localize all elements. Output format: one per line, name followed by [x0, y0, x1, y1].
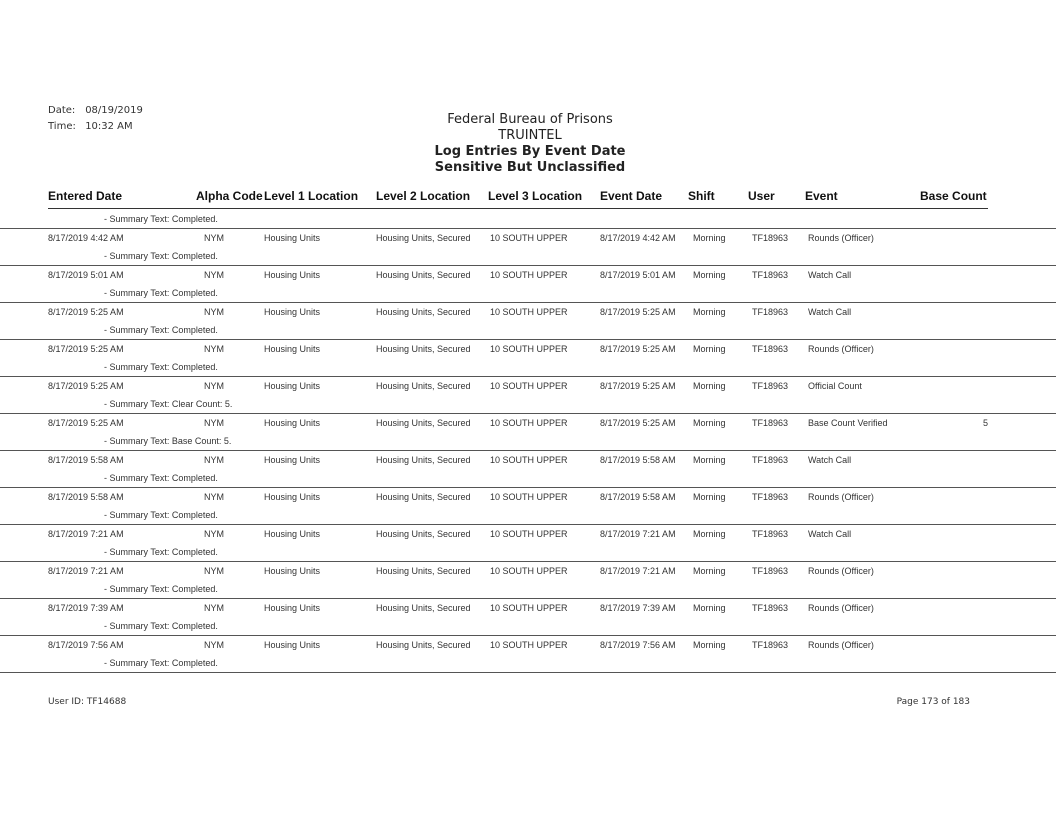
- level2-cell: Housing Units, Secured: [376, 640, 471, 650]
- user-cell: TF18963: [752, 418, 789, 428]
- level3-cell: 10 SOUTH UPPER: [490, 381, 568, 391]
- table-row: [0, 598, 1056, 619]
- alpha-code-cell: NYM: [204, 566, 224, 576]
- date-label: Date:: [48, 105, 76, 116]
- org-title: Federal Bureau of Prisons: [447, 112, 613, 127]
- event-date-cell: 8/17/2019 7:21 AM: [600, 529, 676, 539]
- summary-line: [0, 619, 1056, 635]
- summary-text: - Summary Text: Completed.: [104, 510, 218, 520]
- level2-cell: Housing Units, Secured: [376, 492, 471, 502]
- shift-cell: Morning: [693, 492, 726, 502]
- level1-cell: Housing Units: [264, 418, 321, 428]
- entered-date-cell: 8/17/2019 5:25 AM: [48, 307, 124, 317]
- level3-cell: 10 SOUTH UPPER: [490, 492, 568, 502]
- col-event: Event: [805, 189, 838, 203]
- event-cell: Rounds (Officer): [808, 640, 874, 650]
- level1-cell: Housing Units: [264, 307, 321, 317]
- entered-date-cell: 8/17/2019 5:25 AM: [48, 344, 124, 354]
- event-date-cell: 8/17/2019 7:39 AM: [600, 603, 676, 613]
- table-row: [0, 339, 1056, 360]
- level3-cell: 10 SOUTH UPPER: [490, 270, 568, 280]
- event-cell: Base Count Verified: [808, 418, 888, 428]
- level2-cell: Housing Units, Secured: [376, 307, 471, 317]
- table-end-divider: [0, 672, 1056, 673]
- level3-cell: 10 SOUTH UPPER: [490, 307, 568, 317]
- level3-cell: 10 SOUTH UPPER: [490, 233, 568, 243]
- table-row: [0, 302, 1056, 323]
- summary-text: - Summary Text: Completed.: [104, 473, 218, 483]
- summary-text: - Summary Text: Completed.: [104, 547, 218, 557]
- level2-cell: Housing Units, Secured: [376, 455, 471, 465]
- table-row: [0, 524, 1056, 545]
- entered-date-cell: 8/17/2019 5:25 AM: [48, 381, 124, 391]
- event-cell: Rounds (Officer): [808, 603, 874, 613]
- summary-text: - Summary Text: Completed.: [104, 288, 218, 298]
- alpha-code-cell: NYM: [204, 455, 224, 465]
- alpha-code-cell: NYM: [204, 270, 224, 280]
- classification-title: Sensitive But Unclassified: [434, 160, 626, 175]
- user-id-value: TF14688: [86, 697, 127, 707]
- alpha-code-cell: NYM: [204, 492, 224, 502]
- event-date-cell: 8/17/2019 5:25 AM: [600, 418, 676, 428]
- base-count-cell: 5: [982, 418, 988, 428]
- user-cell: TF18963: [752, 307, 789, 317]
- level1-cell: Housing Units: [264, 381, 321, 391]
- report-time: [48, 121, 133, 132]
- level3-cell: 10 SOUTH UPPER: [490, 344, 568, 354]
- col-user: User: [748, 189, 775, 203]
- shift-cell: Morning: [693, 307, 726, 317]
- event-date-cell: 8/17/2019 5:25 AM: [600, 344, 676, 354]
- level2-cell: Housing Units, Secured: [376, 418, 471, 428]
- col-level1: Level 1 Location: [264, 189, 359, 203]
- col-shift: Shift: [688, 189, 715, 203]
- entered-date-cell: 8/17/2019 5:01 AM: [48, 270, 124, 280]
- event-cell: Watch Call: [808, 270, 852, 280]
- alpha-code-cell: NYM: [204, 640, 224, 650]
- shift-cell: Morning: [693, 270, 726, 280]
- entered-date-cell: 8/17/2019 7:39 AM: [48, 603, 124, 613]
- shift-cell: Morning: [693, 529, 726, 539]
- level1-cell: Housing Units: [264, 270, 321, 280]
- alpha-code-cell: NYM: [204, 307, 224, 317]
- shift-cell: Morning: [693, 344, 726, 354]
- summary-line: [0, 471, 1056, 487]
- entered-date-cell: 8/17/2019 5:25 AM: [48, 418, 124, 428]
- level3-cell: 10 SOUTH UPPER: [490, 603, 568, 613]
- header-divider: [48, 208, 988, 209]
- level2-cell: Housing Units, Secured: [376, 233, 471, 243]
- level1-cell: Housing Units: [264, 233, 321, 243]
- level1-cell: Housing Units: [264, 455, 321, 465]
- entered-date-cell: 8/17/2019 7:21 AM: [48, 566, 124, 576]
- level2-cell: Housing Units, Secured: [376, 529, 471, 539]
- shift-cell: Morning: [693, 233, 726, 243]
- summary-line: [0, 360, 1056, 376]
- entered-date-cell: 8/17/2019 4:42 AM: [48, 233, 124, 243]
- level1-cell: Housing Units: [264, 344, 321, 354]
- report-date: [48, 105, 143, 116]
- shift-cell: Morning: [693, 455, 726, 465]
- user-cell: TF18963: [752, 381, 789, 391]
- alpha-code-cell: NYM: [204, 418, 224, 428]
- alpha-code-cell: NYM: [204, 381, 224, 391]
- page-number: Page 173 of 183: [896, 697, 970, 707]
- summary-line: [0, 656, 1056, 672]
- summary-text: - Summary Text: Completed.: [104, 584, 218, 594]
- event-cell: Watch Call: [808, 455, 852, 465]
- level1-cell: Housing Units: [264, 603, 321, 613]
- event-date-cell: 8/17/2019 4:42 AM: [600, 233, 676, 243]
- summary-line: [0, 434, 1056, 450]
- table-row: [0, 450, 1056, 471]
- table-row: [0, 228, 1056, 249]
- shift-cell: Morning: [693, 381, 726, 391]
- level2-cell: Housing Units, Secured: [376, 344, 471, 354]
- table-row: [0, 561, 1056, 582]
- user-cell: TF18963: [752, 529, 789, 539]
- summary-text: - Summary Text: Completed.: [104, 658, 218, 668]
- level3-cell: 10 SOUTH UPPER: [490, 566, 568, 576]
- user-cell: TF18963: [752, 344, 789, 354]
- report-title-block: [370, 112, 690, 176]
- col-base-count: Base Count: [920, 189, 987, 203]
- level2-cell: Housing Units, Secured: [376, 270, 471, 280]
- event-cell: Rounds (Officer): [808, 566, 874, 576]
- shift-cell: Morning: [693, 566, 726, 576]
- summary-line: [0, 582, 1056, 598]
- table-row: [0, 376, 1056, 397]
- summary-text: - Summary Text: Completed.: [104, 251, 218, 261]
- col-level3: Level 3 Location: [488, 189, 583, 203]
- summary-line: [0, 249, 1056, 265]
- user-cell: TF18963: [752, 492, 789, 502]
- level2-cell: Housing Units, Secured: [376, 566, 471, 576]
- event-date-cell: 8/17/2019 5:58 AM: [600, 492, 676, 502]
- shift-cell: Morning: [693, 603, 726, 613]
- level1-cell: Housing Units: [264, 640, 321, 650]
- event-date-cell: 8/17/2019 5:01 AM: [600, 270, 676, 280]
- event-date-cell: 8/17/2019 5:25 AM: [600, 381, 676, 391]
- alpha-code-cell: NYM: [204, 344, 224, 354]
- summary-text: - Summary Text: Completed.: [104, 621, 218, 631]
- entered-date-cell: 8/17/2019 7:56 AM: [48, 640, 124, 650]
- level2-cell: Housing Units, Secured: [376, 381, 471, 391]
- user-cell: TF18963: [752, 233, 789, 243]
- event-cell: Watch Call: [808, 529, 852, 539]
- summary-text: - Summary Text: Clear Count: 5.: [104, 399, 233, 409]
- event-cell: Watch Call: [808, 307, 852, 317]
- user-cell: TF18963: [752, 270, 789, 280]
- level1-cell: Housing Units: [264, 492, 321, 502]
- table-row: [0, 635, 1056, 656]
- col-event-date: Event Date: [600, 189, 663, 203]
- event-cell: Rounds (Officer): [808, 492, 874, 502]
- system-title: TRUINTEL: [498, 128, 562, 143]
- col-alpha-code: Alpha Code: [196, 189, 263, 203]
- summary-text: - Summary Text: Completed.: [104, 214, 218, 224]
- summary-text: - Summary Text: Completed.: [104, 325, 218, 335]
- alpha-code-cell: NYM: [204, 233, 224, 243]
- event-date-cell: 8/17/2019 7:56 AM: [600, 640, 676, 650]
- summary-line: [0, 212, 1056, 228]
- level1-cell: Housing Units: [264, 529, 321, 539]
- alpha-code-cell: NYM: [204, 603, 224, 613]
- log-entries: [0, 212, 1056, 673]
- table-row: [0, 413, 1056, 434]
- event-cell: Rounds (Officer): [808, 344, 874, 354]
- summary-line: [0, 323, 1056, 339]
- table-row: [0, 265, 1056, 286]
- summary-line: [0, 508, 1056, 524]
- entered-date-cell: 8/17/2019 7:21 AM: [48, 529, 124, 539]
- level3-cell: 10 SOUTH UPPER: [490, 418, 568, 428]
- report-title: Log Entries By Event Date: [434, 144, 626, 159]
- user-cell: TF18963: [752, 640, 789, 650]
- event-date-cell: 8/17/2019 5:58 AM: [600, 455, 676, 465]
- level3-cell: 10 SOUTH UPPER: [490, 640, 568, 650]
- entered-date-cell: 8/17/2019 5:58 AM: [48, 492, 124, 502]
- time-value: 10:32 AM: [85, 121, 133, 132]
- col-entered-date: Entered Date: [48, 189, 123, 203]
- col-level2: Level 2 Location: [376, 189, 471, 203]
- level3-cell: 10 SOUTH UPPER: [490, 529, 568, 539]
- table-row: [0, 487, 1056, 508]
- user-cell: TF18963: [752, 566, 789, 576]
- summary-text: - Summary Text: Completed.: [104, 362, 218, 372]
- alpha-code-cell: NYM: [204, 529, 224, 539]
- event-cell: Official Count: [808, 381, 862, 391]
- footer-user-id: [48, 697, 126, 707]
- user-id-label: User ID:: [48, 697, 84, 707]
- level2-cell: Housing Units, Secured: [376, 603, 471, 613]
- event-date-cell: 8/17/2019 5:25 AM: [600, 307, 676, 317]
- shift-cell: Morning: [693, 640, 726, 650]
- summary-line: [0, 286, 1056, 302]
- summary-line: [0, 545, 1056, 561]
- user-cell: TF18963: [752, 455, 789, 465]
- summary-text: - Summary Text: Base Count: 5.: [104, 436, 232, 446]
- event-cell: Rounds (Officer): [808, 233, 874, 243]
- level1-cell: Housing Units: [264, 566, 321, 576]
- date-value: 08/19/2019: [85, 105, 143, 116]
- entered-date-cell: 8/17/2019 5:58 AM: [48, 455, 124, 465]
- shift-cell: Morning: [693, 418, 726, 428]
- summary-line: [0, 397, 1056, 413]
- user-cell: TF18963: [752, 603, 789, 613]
- event-date-cell: 8/17/2019 7:21 AM: [600, 566, 676, 576]
- level3-cell: 10 SOUTH UPPER: [490, 455, 568, 465]
- time-label: Time:: [48, 121, 76, 132]
